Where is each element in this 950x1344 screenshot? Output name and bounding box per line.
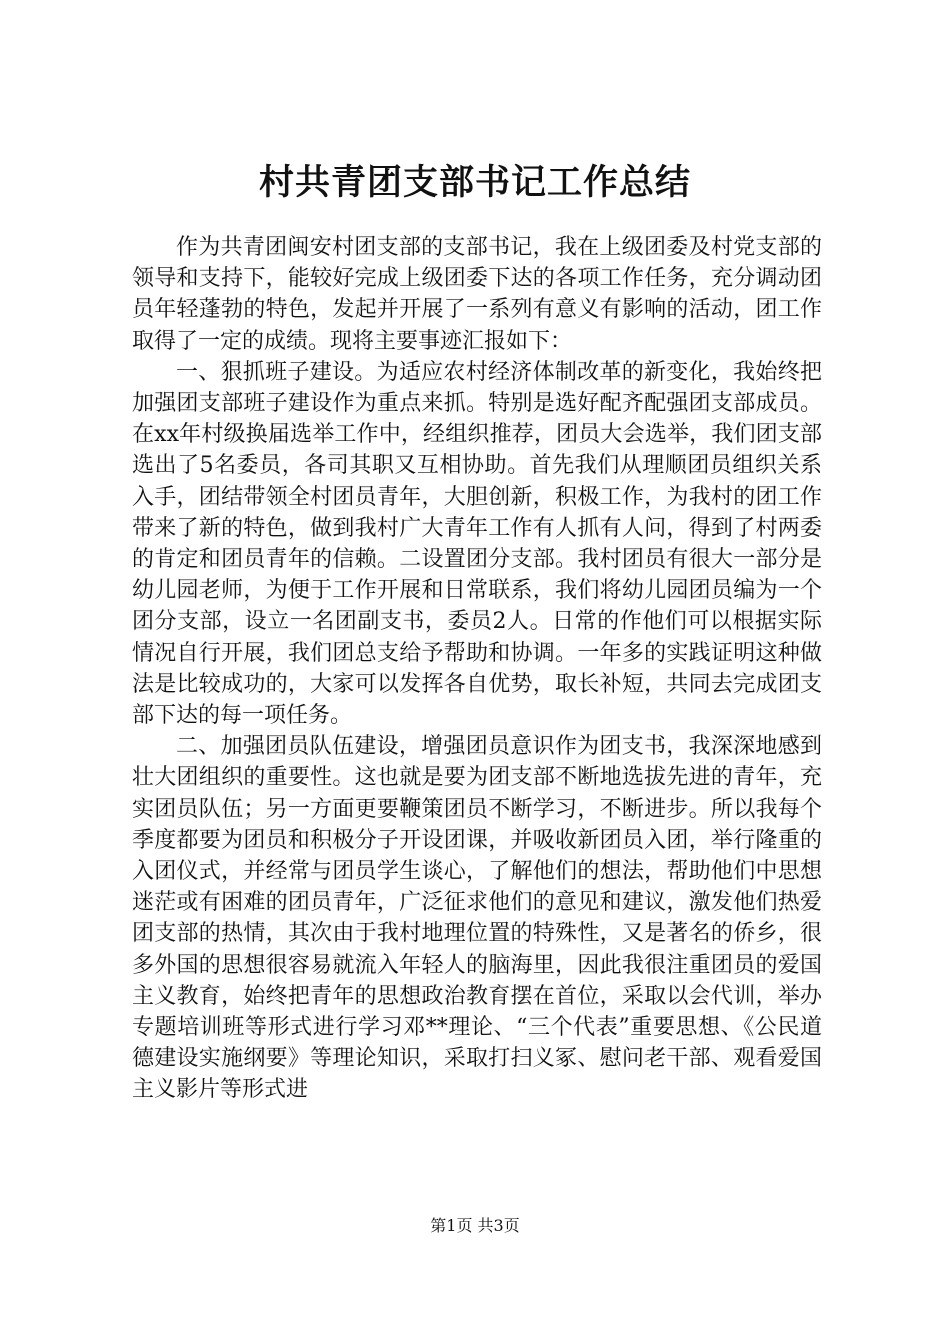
document-body bbox=[132, 232, 822, 1106]
page-footer: 第1页 共3页 bbox=[430, 1216, 520, 1235]
paragraph-section-two: 二、加强团员队伍建设，增强团员意识作为团支书，我深深地感到壮大团组织的重要性。这也就是要为团支部不断地选拔先进的青年，充实团员队伍；另一方面更要鞭策团员不断学习，不断进步。所以我每个季度都要为团员和积极分子开设团课，并吸收新团员入团，举行隆重的入团仪式，并经常与团员学生谈心，了解他们的想法，帮助他们中思想迷茫或有困难的团员青年，广泛征求他们的意见和建议，激发他们热爱团支部的热情，其次由于我村地理位置的特殊性，又是著名的侨乡，很多外国的思想很容易就流入年轻人的脑海里，因此我很注重团员的爱国主义教育，始终把青年的思想政治教育摆在首位，采取以会代训，举办专题培训班等形式进行学习邓**理论、“三个代表”重要思想、《公民道德建设实施纲要》等理论知识，采取打扫义冢、慰问老干部、观看爱国主义影片等形式进 bbox=[132, 734, 822, 1103]
paragraph-intro: 作为共青团闽安村团支部的支部书记，我在上级团委及村党支部的领导和支持下，能较好完成上级团委下达的各项工作任务，充分调动团员年轻蓬勃的特色，发起并开展了一系列有意义有影响的活动，团工作取得了一定的成绩。现将主要事迹汇报如下： bbox=[132, 235, 822, 354]
document-title: 村共青团支部书记工作总结 bbox=[258, 162, 691, 203]
paragraph-section-one: 一、狠抓班子建设。为适应农村经济体制改革的新变化，我始终把加强团支部班子建设作为重点来抓。特别是选好配齐配强团支部成员。在xx年村级换届选举工作中，经组织推荐，团员大会选举，我们团支部选出了5名委员，各司其职又互相协助。首先我们从理顺团员组织关系入手，团结带领全村团员青年，大胆创新，积极工作，为我村的团工作带来了新的特色，做到我村广大青年工作有人抓有人问，得到了村两委的肯定和团员青年的信赖。二设置团分支部。我村团员有很大一部分是幼儿园老师，为便于工作开展和日常联系，我们将幼儿园团员编为一个团分支部，设立一名团副支书，委员2人。日常的作他们可以根据实际情况自行开展，我们团总支给予帮助和协调。一年多的实践证明这种做法是比较成功的，大家可以发挥各自优势，取长补短，共同去完成团支部下达的每一项任务。 bbox=[132, 359, 822, 729]
